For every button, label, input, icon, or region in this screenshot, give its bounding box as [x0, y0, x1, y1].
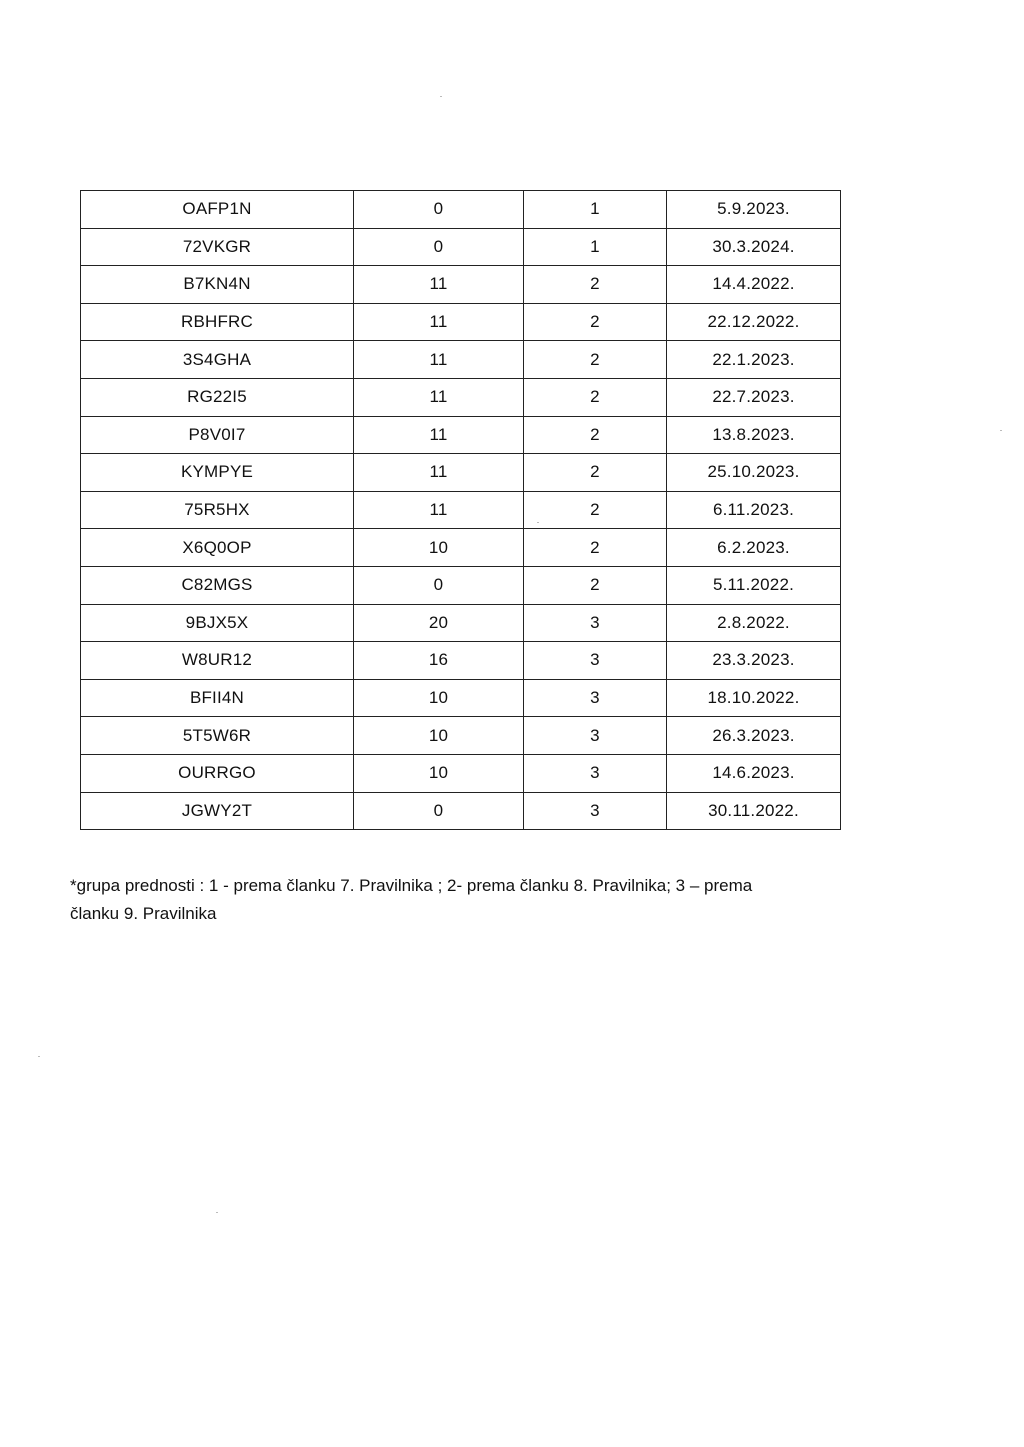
table-row — [81, 303, 841, 341]
table-row — [81, 416, 841, 454]
cell-points: 11 — [354, 454, 524, 492]
cell-date: 30.3.2024. — [667, 228, 841, 266]
footnote-line-1: *grupa prednosti : 1 - prema članku 7. Pravilnika ; 2- prema članku 8. Pravilnika; 3 – prema — [70, 876, 753, 895]
table-row — [81, 191, 841, 229]
cell-priority-group: 3 — [524, 679, 667, 717]
cell-points: 11 — [354, 491, 524, 529]
cell-priority-group: 2 — [524, 454, 667, 492]
table-row — [81, 792, 841, 830]
footnote — [70, 872, 830, 928]
cell-priority-group: 3 — [524, 717, 667, 755]
cell-priority-group: 1 — [524, 191, 667, 229]
table-row — [81, 679, 841, 717]
footnote-line-2: članku 9. Pravilnika — [70, 904, 217, 923]
table-row — [81, 491, 841, 529]
cell-points: 0 — [354, 566, 524, 604]
cell-code: 9BJX5X — [81, 604, 354, 642]
table-row — [81, 228, 841, 266]
cell-points: 11 — [354, 416, 524, 454]
cell-date: 22.7.2023. — [667, 378, 841, 416]
cell-points: 11 — [354, 303, 524, 341]
cell-points: 10 — [354, 754, 524, 792]
table-row — [81, 341, 841, 379]
records-table — [80, 190, 841, 830]
cell-code: RBHFRC — [81, 303, 354, 341]
cell-code: OAFP1N — [81, 191, 354, 229]
cell-code: 3S4GHA — [81, 341, 354, 379]
table-row — [81, 642, 841, 680]
table-row — [81, 604, 841, 642]
cell-date: 14.6.2023. — [667, 754, 841, 792]
cell-points: 10 — [354, 717, 524, 755]
cell-date: 23.3.2023. — [667, 642, 841, 680]
cell-priority-group: 2 — [524, 378, 667, 416]
cell-code: JGWY2T — [81, 792, 354, 830]
cell-priority-group: 2 — [524, 529, 667, 567]
cell-points: 20 — [354, 604, 524, 642]
cell-priority-group: 2 — [524, 303, 667, 341]
cell-date: 5.11.2022. — [667, 566, 841, 604]
scan-speck — [440, 96, 442, 97]
scan-speck — [537, 522, 539, 523]
scan-speck — [216, 1212, 218, 1213]
cell-date: 6.2.2023. — [667, 529, 841, 567]
cell-date: 25.10.2023. — [667, 454, 841, 492]
cell-code: KYMPYE — [81, 454, 354, 492]
cell-code: 72VKGR — [81, 228, 354, 266]
cell-points: 16 — [354, 642, 524, 680]
cell-code: OURRGO — [81, 754, 354, 792]
cell-points: 0 — [354, 792, 524, 830]
table-row — [81, 454, 841, 492]
cell-date: 14.4.2022. — [667, 266, 841, 304]
cell-code: 5T5W6R — [81, 717, 354, 755]
cell-code: BFII4N — [81, 679, 354, 717]
cell-points: 0 — [354, 191, 524, 229]
cell-points: 11 — [354, 341, 524, 379]
cell-priority-group: 2 — [524, 491, 667, 529]
cell-date: 13.8.2023. — [667, 416, 841, 454]
cell-points: 0 — [354, 228, 524, 266]
cell-date: 18.10.2022. — [667, 679, 841, 717]
cell-date: 6.11.2023. — [667, 491, 841, 529]
cell-points: 11 — [354, 266, 524, 304]
scan-speck — [1000, 430, 1002, 431]
cell-date: 2.8.2022. — [667, 604, 841, 642]
table-row — [81, 754, 841, 792]
cell-code: P8V0I7 — [81, 416, 354, 454]
table-row — [81, 529, 841, 567]
cell-code: 75R5HX — [81, 491, 354, 529]
cell-date: 22.1.2023. — [667, 341, 841, 379]
records-table-body — [81, 191, 841, 830]
cell-priority-group: 3 — [524, 604, 667, 642]
cell-date: 5.9.2023. — [667, 191, 841, 229]
cell-date: 26.3.2023. — [667, 717, 841, 755]
cell-priority-group: 3 — [524, 754, 667, 792]
cell-points: 10 — [354, 679, 524, 717]
cell-code: C82MGS — [81, 566, 354, 604]
cell-code: X6Q0OP — [81, 529, 354, 567]
cell-priority-group: 2 — [524, 266, 667, 304]
cell-code: W8UR12 — [81, 642, 354, 680]
cell-code: B7KN4N — [81, 266, 354, 304]
cell-date: 30.11.2022. — [667, 792, 841, 830]
scan-speck — [38, 1056, 40, 1057]
table-row — [81, 566, 841, 604]
table-row — [81, 717, 841, 755]
cell-priority-group: 2 — [524, 416, 667, 454]
cell-priority-group: 2 — [524, 566, 667, 604]
cell-points: 11 — [354, 378, 524, 416]
cell-date: 22.12.2022. — [667, 303, 841, 341]
cell-priority-group: 1 — [524, 228, 667, 266]
cell-points: 10 — [354, 529, 524, 567]
cell-priority-group: 3 — [524, 642, 667, 680]
cell-code: RG22I5 — [81, 378, 354, 416]
table-row — [81, 378, 841, 416]
cell-priority-group: 2 — [524, 341, 667, 379]
table-row — [81, 266, 841, 304]
cell-priority-group: 3 — [524, 792, 667, 830]
